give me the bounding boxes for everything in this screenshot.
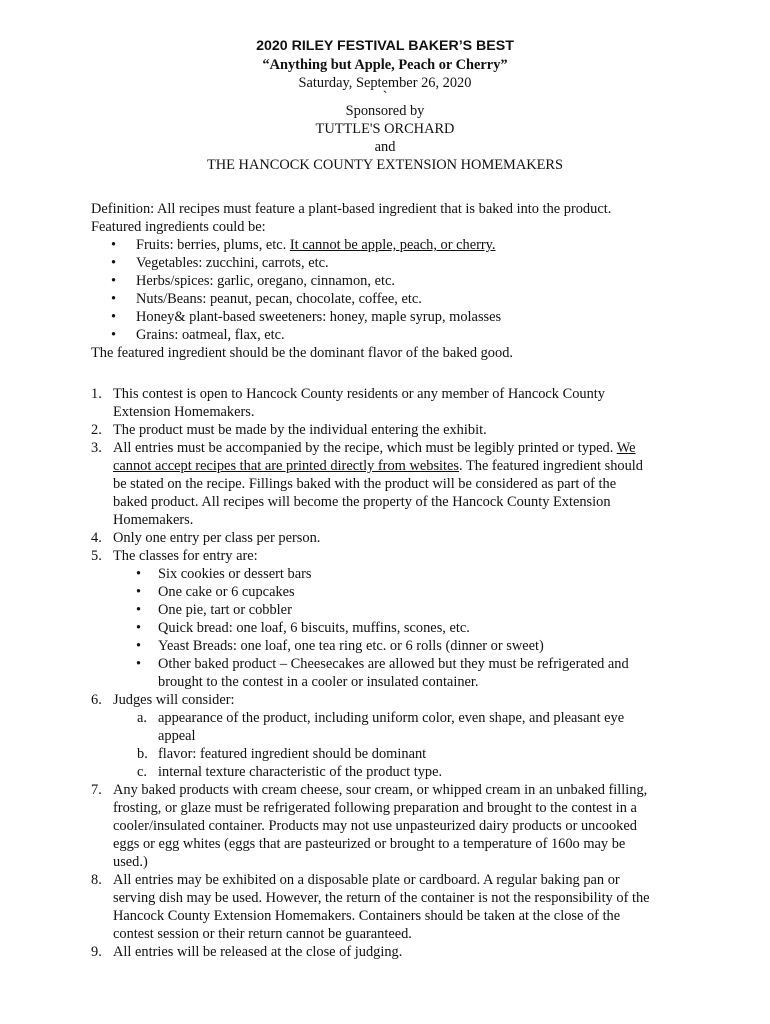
stray-mark: ` — [382, 89, 388, 105]
list-item: a. appearance of the product, including uniform color, even shape, and pleasant eye appeal — [137, 710, 625, 744]
bullet-icon: • — [111, 273, 117, 289]
featured-ingredients-intro: Featured ingredients could be: — [91, 219, 266, 235]
header — [0, 37, 770, 174]
list-item: • Yeast Breads: one loaf, one tea ring etc. or 6 rolls (dinner or sweet) — [136, 638, 544, 654]
list-item: c. internal texture characteristic of the product type. — [137, 764, 443, 780]
bullet-icon: • — [136, 656, 142, 672]
list-item: • Vegetables: zucchini, carrots, etc. — [111, 255, 329, 271]
rule-item: 1. This contest is open to Hancock County residents or any member of Hancock County Extension Homemakers. — [91, 386, 605, 420]
sponsor-name: TUTTLE'S ORCHARD — [315, 121, 455, 137]
and-label: and — [374, 139, 396, 155]
bullet-icon: • — [136, 638, 142, 654]
rule-item: 3. All entries must be accompanied by the recipe, which must be legibly printed or typed. We cannot accept recipes that are printed directly from websites. The featured ingredient should be stated on the recipe. Fillings baked with the product will be considered as part of the baked product. All recipes will become the property of the Hancock County Extension Homemakers. — [91, 440, 643, 528]
bullet-icon: • — [136, 602, 142, 618]
list-item: • One pie, tart or cobbler — [136, 602, 292, 618]
bullet-icon: • — [111, 327, 117, 343]
bullet-icon: • — [136, 566, 142, 582]
event-date: Saturday, September 26, 2020 — [298, 75, 472, 91]
entry-classes-list — [113, 565, 681, 691]
rule-item: 9. All entries will be released at the close of judging. — [91, 944, 403, 960]
list-item: • Honey& plant-based sweeteners: honey, maple syrup, molasses — [111, 309, 502, 325]
list-item: • Grains: oatmeal, flax, etc. — [111, 327, 285, 343]
rule-item: 7. Any baked products with cream cheese, sour cream, or whipped cream in an unbaked filling, frosting, or glaze must be refrigerated following preparation and brought to the contest in a cooler/insulated container. Products may not use unpasteurized dairy products or uncooked eggs or egg whites (eggs that are pasteurized or brought to a temperature of 160o may be used.) — [91, 782, 648, 870]
list-item: • Fruits: berries, plums, etc. It cannot be apple, peach, or cherry. — [111, 237, 496, 253]
rule-item: 8. All entries may be exhibited on a disposable plate or cardboard. A regular baking pan or serving dish may be used. However, the return of the container is not the responsibility of the Hancock County Extension Homemakers. Containers should be taken at the close of the contest session or their return cannot be guaranteed. — [91, 872, 650, 942]
rules-list — [91, 385, 681, 961]
document-title: 2020 RILEY FESTIVAL BAKER’S BEST — [256, 38, 514, 54]
rules-section — [91, 385, 681, 961]
sponsored-by-label: Sponsored by — [345, 103, 425, 119]
definition-section — [91, 200, 681, 362]
definition-closing: The featured ingredient should be the dominant flavor of the baked good. — [91, 345, 513, 361]
bullet-icon: • — [111, 255, 117, 271]
sponsor-name: THE HANCOCK COUNTY EXTENSION HOMEMAKERS — [206, 157, 564, 173]
rule-item: 2. The product must be made by the individual entering the exhibit. — [91, 422, 487, 438]
list-item: • Quick bread: one loaf, 6 biscuits, muffins, scones, etc. — [136, 620, 470, 636]
ingredient-list — [91, 236, 681, 344]
bullet-icon: • — [136, 584, 142, 600]
exclusion-note: It cannot be apple, peach, or cherry. — [289, 237, 496, 253]
rule-item: 4. Only one entry per class per person. — [91, 530, 321, 546]
document-subtitle: “Anything but Apple, Peach or Cherry” — [262, 57, 508, 73]
bullet-icon: • — [111, 237, 117, 253]
list-item: • Other baked product – Cheesecakes are allowed but they must be refrigerated and brought to the contest in a cooler or insulated container. — [136, 656, 629, 690]
list-item: • Nuts/Beans: peanut, pecan, chocolate, coffee, etc. — [111, 291, 422, 307]
list-item: • One cake or 6 cupcakes — [136, 584, 295, 600]
list-item: b. flavor: featured ingredient should be dominant — [137, 746, 427, 762]
list-item: • Herbs/spices: garlic, oregano, cinnamon, etc. — [111, 273, 395, 289]
bullet-icon: • — [136, 620, 142, 636]
rule-item: 5. The classes for entry are: • Six cookies or dessert bars • One cake or 6 cupcakes • One pie, tart or cobbler • Quick bread: one loaf, 6 biscuits, muffins, scones, etc. • Yeast Breads: one loaf, one tea ring etc. or 6 rolls (dinner or sweet) • Other baked product – Cheesecakes are allowed but they must be refrigerated and brought to the contest in a cooler or insulated container. — [91, 547, 681, 691]
bullet-icon: • — [111, 291, 117, 307]
definition-text: Definition: All recipes must feature a plant-based ingredient that is baked into the product. — [91, 201, 612, 217]
rule-item: 6. Judges will consider: a. appearance of the product, including uniform color, even shape, and pleasant eye appeal b. flavor: featured ingredient should be dominant c. internal texture characteristic of the product type. — [91, 691, 681, 781]
judging-criteria-list — [113, 709, 681, 781]
list-item: • Six cookies or dessert bars — [136, 566, 312, 582]
bullet-icon: • — [111, 309, 117, 325]
